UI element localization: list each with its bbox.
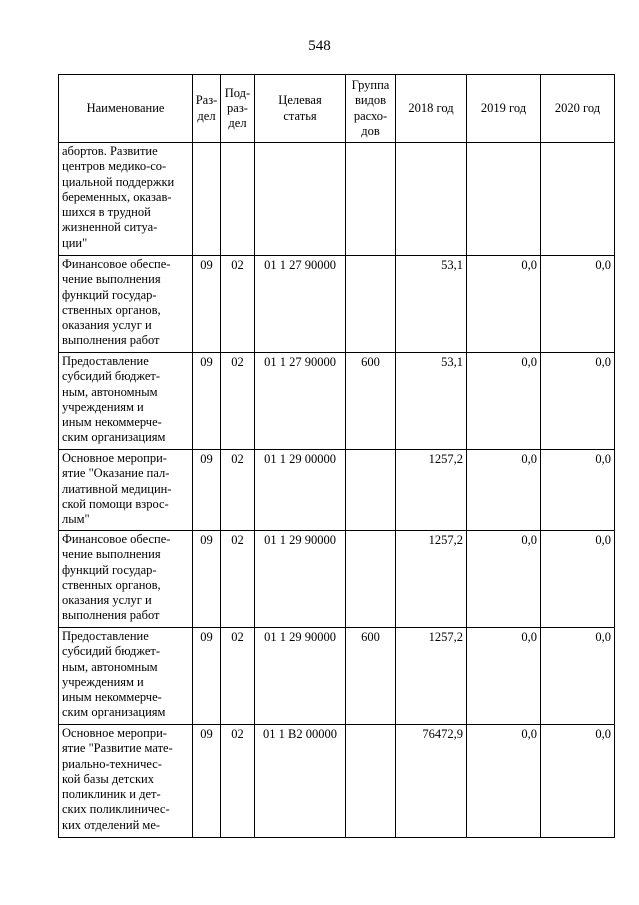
row-expense-group [346, 531, 396, 628]
header-year-2018: 2018 год [396, 75, 467, 143]
header-section: Раз- дел [193, 75, 221, 143]
table-row [59, 531, 615, 628]
row-2019: 0,0 [467, 531, 541, 628]
row-2020: 0,0 [541, 256, 615, 353]
header-target-item: Целевая статья [255, 75, 346, 143]
row-subsection: 02 [221, 256, 255, 353]
header-expense-group: Группа видов расхо- дов [346, 75, 396, 143]
row-2020: 0,0 [541, 725, 615, 838]
table-row [59, 628, 615, 725]
table-row [59, 725, 615, 838]
row-name: Финансовое обеспе- чение выполнения функций государ- ственных органов, оказания услуг и выполнения работ [59, 256, 193, 353]
row-target-item: 01 1 29 90000 [255, 531, 346, 628]
row-name: Предоставление субсидий бюджет- ным, автономным учреждениям и иным некоммерче- ским организациям [59, 628, 193, 725]
row-subsection: 02 [221, 531, 255, 628]
row-2020: 0,0 [541, 531, 615, 628]
page-number: 548 [308, 38, 331, 54]
row-2018: 53,1 [396, 353, 467, 450]
row-2019: 0,0 [467, 256, 541, 353]
row-section: 09 [193, 450, 221, 531]
row-section: 09 [193, 353, 221, 450]
row-2018: 1257,2 [396, 628, 467, 725]
row-name: абортов. Развитие центров медико-со- циальной поддержки беременных, оказав- шихся в трудной жизненной ситуа- ции" [59, 143, 193, 256]
row-2019 [467, 143, 541, 256]
header-row [59, 75, 615, 143]
table-row [59, 143, 615, 256]
row-target-item [255, 143, 346, 256]
row-2018: 1257,2 [396, 531, 467, 628]
header-year-2019: 2019 год [467, 75, 541, 143]
row-2019: 0,0 [467, 628, 541, 725]
row-section: 09 [193, 628, 221, 725]
row-target-item: 01 1 В2 00000 [255, 725, 346, 838]
row-expense-group [346, 450, 396, 531]
row-2018: 1257,2 [396, 450, 467, 531]
header-name: Наименование [59, 75, 193, 143]
row-subsection: 02 [221, 725, 255, 838]
row-2019: 0,0 [467, 353, 541, 450]
row-section: 09 [193, 531, 221, 628]
row-section: 09 [193, 725, 221, 838]
row-name: Предоставление субсидий бюджет- ным, автономным учреждениям и иным некоммерче- ским организациям [59, 353, 193, 450]
row-target-item: 01 1 27 90000 [255, 353, 346, 450]
row-2018 [396, 143, 467, 256]
row-2020: 0,0 [541, 628, 615, 725]
row-subsection [221, 143, 255, 256]
table-row [59, 353, 615, 450]
row-2020: 0,0 [541, 450, 615, 531]
row-2018: 76472,9 [396, 725, 467, 838]
row-name: Основное меропри- ятие "Оказание пал- лиативной медицин- ской помощи взрос- лым" [59, 450, 193, 531]
row-target-item: 01 1 27 90000 [255, 256, 346, 353]
budget-table [58, 74, 615, 838]
table-row [59, 256, 615, 353]
row-target-item: 01 1 29 90000 [255, 628, 346, 725]
row-subsection: 02 [221, 353, 255, 450]
row-subsection: 02 [221, 450, 255, 531]
row-subsection: 02 [221, 628, 255, 725]
row-name: Финансовое обеспе- чение выполнения функций государ- ственных органов, оказания услуг и выполнения работ [59, 531, 193, 628]
header-subsection: Под- раз- дел [221, 75, 255, 143]
row-2018: 53,1 [396, 256, 467, 353]
row-2019: 0,0 [467, 725, 541, 838]
row-expense-group: 600 [346, 353, 396, 450]
row-expense-group: 600 [346, 628, 396, 725]
row-expense-group [346, 256, 396, 353]
row-2019: 0,0 [467, 450, 541, 531]
row-expense-group [346, 725, 396, 838]
header-year-2020: 2020 год [541, 75, 615, 143]
row-section: 09 [193, 256, 221, 353]
row-target-item: 01 1 29 00000 [255, 450, 346, 531]
row-2020: 0,0 [541, 353, 615, 450]
row-2020 [541, 143, 615, 256]
row-name: Основное меропри- ятие "Развитие мате- риально-техничес- кой базы детских поликлиник и дет- ских поликлиничес- ких отделений ме- [59, 725, 193, 838]
table-row [59, 450, 615, 531]
row-section [193, 143, 221, 256]
row-expense-group [346, 143, 396, 256]
